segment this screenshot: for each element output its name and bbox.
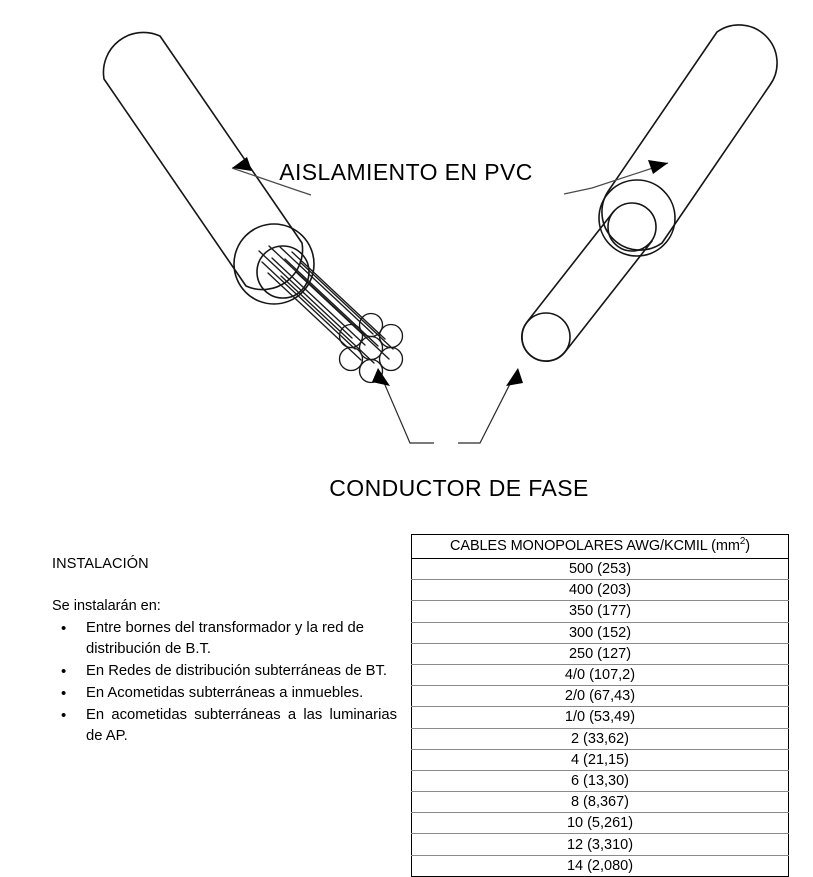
table-row xyxy=(412,834,789,855)
installation-intro: Se instalarán en: xyxy=(52,598,161,615)
cable-sizes-table xyxy=(411,534,789,877)
conductor-leader-left xyxy=(382,378,434,443)
insulation-label: AISLAMIENTO EN PVC xyxy=(279,159,533,185)
right-cable-jacket-outline xyxy=(602,25,777,250)
left-cable-assembly xyxy=(103,32,402,382)
table-row xyxy=(412,770,789,791)
table-cell: 2/0 (67,43) xyxy=(412,686,789,707)
table-cell: 4/0 (107,2) xyxy=(412,664,789,685)
insulation-arrow-right xyxy=(648,160,668,174)
table-row xyxy=(412,707,789,728)
bullet-icon: • xyxy=(61,684,67,702)
right-solid-conductor-shaft xyxy=(522,211,652,361)
table-row xyxy=(412,601,789,622)
table-cell: 8 (8,367) xyxy=(412,792,789,813)
lower-content xyxy=(0,520,813,874)
table-header-row xyxy=(412,535,789,559)
table-row xyxy=(412,792,789,813)
table-row xyxy=(412,622,789,643)
conductor-callout xyxy=(329,368,588,501)
conductor-leader-right xyxy=(458,378,513,443)
table-row xyxy=(412,664,789,685)
table-cell: 2 (33,62) xyxy=(412,728,789,749)
table-cell: 12 (3,310) xyxy=(412,834,789,855)
table-row xyxy=(412,813,789,834)
list-item-text: Entre bornes del transformador y la red de distribución de B.T. xyxy=(86,619,364,657)
list-item-text: En Acometidas subterráneas a inmuebles. xyxy=(86,684,364,701)
list-item xyxy=(52,661,397,682)
table-row xyxy=(412,855,789,876)
list-item xyxy=(52,705,397,747)
table-cell: 500 (253) xyxy=(412,559,789,580)
right-conductor-tip-circle xyxy=(522,313,570,361)
table-header-text-prefix: CABLES MONOPOLARES AWG/KCMIL (mm xyxy=(450,538,740,554)
superscript-two: 2 xyxy=(739,536,746,548)
bullet-icon: • xyxy=(61,706,67,724)
installation-heading: INSTALACIÓN xyxy=(52,556,149,572)
list-item-text: En Redes de distribución subterráneas de BT. xyxy=(86,662,388,679)
table-cell: 6 (13,30) xyxy=(412,770,789,791)
left-strand-bundle-lines xyxy=(259,246,393,363)
table-body xyxy=(412,559,789,877)
table-cell: 300 (152) xyxy=(412,622,789,643)
table-row xyxy=(412,559,789,580)
table-cell: 14 (2,080) xyxy=(566,857,634,874)
conductor-arrow-left xyxy=(372,368,390,386)
table-row xyxy=(412,686,789,707)
strand-circle-6 xyxy=(340,325,363,348)
table-cell: 350 (177) xyxy=(412,601,789,622)
list-item xyxy=(52,618,397,660)
table-cell: 1/0 (53,49) xyxy=(412,707,789,728)
table-header-text-suffix: ) xyxy=(745,538,750,554)
list-item xyxy=(52,683,397,704)
table-row xyxy=(412,749,789,770)
strand-circle-3 xyxy=(380,348,403,371)
installation-list xyxy=(52,618,397,747)
bullet-icon: • xyxy=(61,619,67,637)
table-cell: 4 (21,15) xyxy=(412,749,789,770)
table-cell: 10 (5,261) xyxy=(412,813,789,834)
left-cable-jacket-outline xyxy=(103,32,302,289)
table-cell: 400 (203) xyxy=(412,580,789,601)
table-row xyxy=(412,580,789,601)
strand-circle-2 xyxy=(380,325,403,348)
table-row xyxy=(412,643,789,664)
table-cell: 250 (127) xyxy=(412,643,789,664)
right-cable-assembly xyxy=(522,25,777,361)
left-strand-end-face xyxy=(340,314,403,383)
conductor-label: CONDUCTOR DE FASE xyxy=(329,475,589,501)
conductor-arrow-right xyxy=(506,368,523,386)
insulation-callout xyxy=(232,157,668,195)
bullet-icon: • xyxy=(61,662,67,680)
list-item-text: En acometidas subterráneas a las luminarias de AP. xyxy=(86,706,397,744)
table-header-cell xyxy=(412,535,789,559)
installation-section xyxy=(52,556,397,748)
cable-sizes-table-wrapper xyxy=(411,534,789,877)
table-row xyxy=(412,728,789,749)
